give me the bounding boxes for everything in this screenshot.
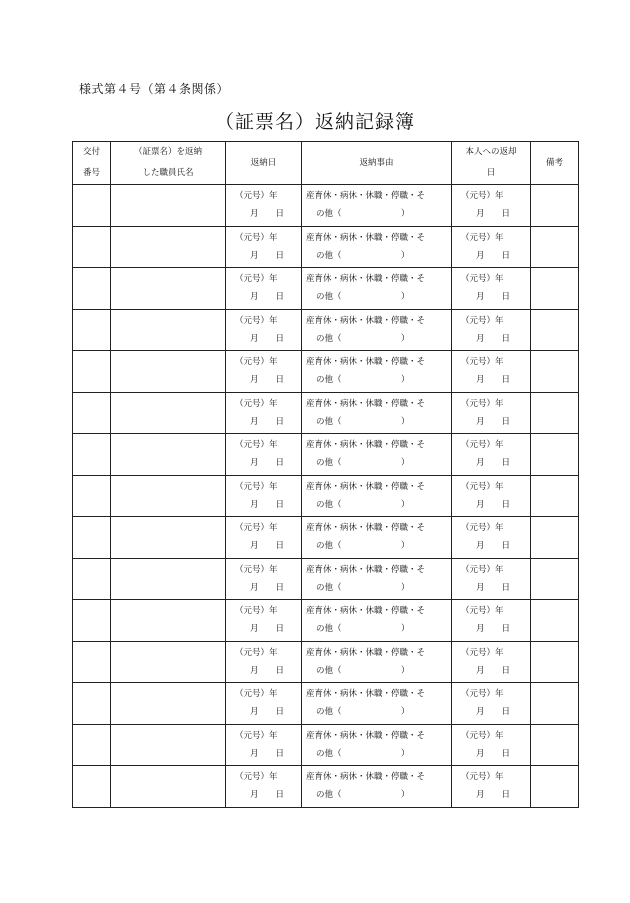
return-to-person-month-day: 月 日 bbox=[476, 665, 511, 676]
return-reason-options: 産育休・病休・休職・停職・そ bbox=[306, 564, 426, 575]
cell-returned-staff[interactable] bbox=[111, 268, 226, 310]
cell-returned-staff[interactable] bbox=[111, 600, 226, 642]
return-reason-options: 産育休・病休・休職・停職・そ bbox=[306, 647, 426, 658]
return-to-person-era-year: （元号）年 bbox=[461, 232, 504, 243]
table-row bbox=[73, 351, 579, 393]
header-return-to-person-date bbox=[452, 142, 531, 185]
cell-returned-staff[interactable] bbox=[111, 517, 226, 559]
header-returned-staff-line-1: （証票名）を返納 bbox=[133, 147, 202, 157]
return-to-person-era-year: （元号）年 bbox=[461, 440, 504, 451]
return-date-month-day: 月 日 bbox=[250, 375, 285, 386]
header-return-reason: 返納事由 bbox=[302, 142, 452, 185]
return-reason-options: 産育休・病休・休職・停職・そ bbox=[306, 191, 426, 202]
return-reason-other: の他（ ） bbox=[316, 375, 410, 386]
return-reason-options: 産育休・病休・休職・停職・そ bbox=[306, 274, 426, 285]
form-number: 様式第４号（第４条関係） bbox=[79, 82, 230, 96]
cell-return-to-person-date bbox=[452, 268, 531, 310]
cell-remarks[interactable] bbox=[531, 185, 579, 227]
cell-delivery-number[interactable] bbox=[73, 434, 111, 476]
cell-remarks[interactable] bbox=[531, 268, 579, 310]
cell-return-reason bbox=[302, 517, 452, 559]
table-row bbox=[73, 268, 579, 310]
return-to-person-era-year: （元号）年 bbox=[461, 481, 504, 492]
return-date-era-year: （元号）年 bbox=[235, 772, 278, 783]
cell-returned-staff[interactable] bbox=[111, 434, 226, 476]
cell-delivery-number[interactable] bbox=[73, 475, 111, 517]
return-reason-options: 産育休・病休・休職・停職・そ bbox=[306, 523, 426, 534]
return-to-person-era-year: （元号）年 bbox=[461, 689, 504, 700]
return-date-month-day: 月 日 bbox=[250, 790, 285, 801]
return-reason-other: の他（ ） bbox=[316, 499, 410, 510]
return-to-person-era-year: （元号）年 bbox=[461, 398, 504, 409]
cell-return-to-person-date bbox=[452, 309, 531, 351]
cell-return-date bbox=[226, 185, 302, 227]
cell-delivery-number[interactable] bbox=[73, 309, 111, 351]
return-reason-options: 産育休・病休・休職・停職・そ bbox=[306, 232, 426, 243]
header-delivery-number-line-2: 番号 bbox=[82, 168, 100, 178]
return-to-person-month-day: 月 日 bbox=[476, 541, 511, 552]
cell-remarks[interactable] bbox=[531, 683, 579, 725]
return-date-month-day: 月 日 bbox=[250, 209, 285, 220]
table-row bbox=[73, 558, 579, 600]
return-reason-options: 産育休・病休・休職・停職・そ bbox=[306, 772, 426, 783]
cell-delivery-number[interactable] bbox=[73, 558, 111, 600]
cell-return-reason bbox=[302, 766, 452, 808]
table-row bbox=[73, 226, 579, 268]
cell-return-date bbox=[226, 351, 302, 393]
return-reason-other: の他（ ） bbox=[316, 416, 410, 427]
cell-return-date bbox=[226, 600, 302, 642]
return-reason-other: の他（ ） bbox=[316, 624, 410, 635]
cell-return-date bbox=[226, 475, 302, 517]
return-reason-options: 産育休・病休・休職・停職・そ bbox=[306, 730, 426, 741]
return-to-person-era-year: （元号）年 bbox=[461, 730, 504, 741]
table-row bbox=[73, 641, 579, 683]
cell-return-to-person-date bbox=[452, 683, 531, 725]
cell-return-date bbox=[226, 392, 302, 434]
return-reason-options: 産育休・病休・休職・停職・そ bbox=[306, 315, 426, 326]
return-to-person-month-day: 月 日 bbox=[476, 790, 511, 801]
cell-remarks[interactable] bbox=[531, 558, 579, 600]
cell-return-reason bbox=[302, 641, 452, 683]
cell-remarks[interactable] bbox=[531, 309, 579, 351]
return-date-era-year: （元号）年 bbox=[235, 440, 278, 451]
cell-delivery-number[interactable] bbox=[73, 268, 111, 310]
return-to-person-month-day: 月 日 bbox=[476, 748, 511, 759]
cell-return-to-person-date bbox=[452, 351, 531, 393]
header-returned-staff-line-2: した職員氏名 bbox=[142, 168, 194, 178]
return-reason-options: 産育休・病休・休職・停職・そ bbox=[306, 481, 426, 492]
return-date-era-year: （元号）年 bbox=[235, 398, 278, 409]
return-date-month-day: 月 日 bbox=[250, 541, 285, 552]
cell-return-reason bbox=[302, 309, 452, 351]
return-to-person-month-day: 月 日 bbox=[476, 292, 511, 303]
return-date-month-day: 月 日 bbox=[250, 292, 285, 303]
return-reason-other: の他（ ） bbox=[316, 333, 410, 344]
return-to-person-era-year: （元号）年 bbox=[461, 191, 504, 202]
return-to-person-month-day: 月 日 bbox=[476, 375, 511, 386]
return-to-person-month-day: 月 日 bbox=[476, 582, 511, 593]
cell-remarks[interactable] bbox=[531, 641, 579, 683]
return-to-person-month-day: 月 日 bbox=[476, 707, 511, 718]
return-to-person-era-year: （元号）年 bbox=[461, 315, 504, 326]
return-to-person-era-year: （元号）年 bbox=[461, 772, 504, 783]
cell-returned-staff[interactable] bbox=[111, 724, 226, 766]
cell-remarks[interactable] bbox=[531, 475, 579, 517]
return-date-month-day: 月 日 bbox=[250, 499, 285, 510]
cell-return-date bbox=[226, 309, 302, 351]
return-reason-options: 産育休・病休・休職・停職・そ bbox=[306, 357, 426, 368]
table-row bbox=[73, 724, 579, 766]
cell-return-to-person-date bbox=[452, 641, 531, 683]
cell-remarks[interactable] bbox=[531, 766, 579, 808]
return-to-person-era-year: （元号）年 bbox=[461, 564, 504, 575]
return-to-person-era-year: （元号）年 bbox=[461, 523, 504, 534]
table-row bbox=[73, 309, 579, 351]
cell-return-date bbox=[226, 517, 302, 559]
cell-remarks[interactable] bbox=[531, 517, 579, 559]
cell-delivery-number[interactable] bbox=[73, 600, 111, 642]
cell-return-date bbox=[226, 766, 302, 808]
return-reason-other: の他（ ） bbox=[316, 790, 410, 801]
return-reason-options: 産育休・病休・休職・停職・そ bbox=[306, 606, 426, 617]
cell-return-date bbox=[226, 641, 302, 683]
cell-return-reason bbox=[302, 475, 452, 517]
cell-return-reason bbox=[302, 185, 452, 227]
cell-remarks[interactable] bbox=[531, 226, 579, 268]
cell-return-to-person-date bbox=[452, 392, 531, 434]
cell-delivery-number[interactable] bbox=[73, 226, 111, 268]
return-to-person-month-day: 月 日 bbox=[476, 624, 511, 635]
cell-returned-staff[interactable] bbox=[111, 309, 226, 351]
table-row bbox=[73, 392, 579, 434]
return-date-era-year: （元号）年 bbox=[235, 606, 278, 617]
cell-returned-staff[interactable] bbox=[111, 226, 226, 268]
return-date-month-day: 月 日 bbox=[250, 748, 285, 759]
cell-return-date bbox=[226, 724, 302, 766]
table-body bbox=[73, 185, 579, 808]
table-row bbox=[73, 600, 579, 642]
cell-return-date bbox=[226, 683, 302, 725]
return-to-person-era-year: （元号）年 bbox=[461, 647, 504, 658]
return-date-era-year: （元号）年 bbox=[235, 232, 278, 243]
return-reason-other: の他（ ） bbox=[316, 541, 410, 552]
cell-returned-staff[interactable] bbox=[111, 185, 226, 227]
cell-return-reason bbox=[302, 724, 452, 766]
header-remarks: 備考 bbox=[531, 142, 579, 185]
cell-delivery-number[interactable] bbox=[73, 185, 111, 227]
cell-delivery-number[interactable] bbox=[73, 683, 111, 725]
cell-return-to-person-date bbox=[452, 185, 531, 227]
cell-returned-staff[interactable] bbox=[111, 641, 226, 683]
return-date-month-day: 月 日 bbox=[250, 458, 285, 469]
cell-delivery-number[interactable] bbox=[73, 392, 111, 434]
return-to-person-month-day: 月 日 bbox=[476, 209, 511, 220]
return-date-month-day: 月 日 bbox=[250, 250, 285, 261]
return-reason-other: の他（ ） bbox=[316, 209, 410, 220]
cell-return-date bbox=[226, 434, 302, 476]
table-row bbox=[73, 766, 579, 808]
header-return-date: 返納日 bbox=[226, 142, 302, 185]
return-to-person-month-day: 月 日 bbox=[476, 499, 511, 510]
cell-return-to-person-date bbox=[452, 766, 531, 808]
cell-delivery-number[interactable] bbox=[73, 641, 111, 683]
return-date-era-year: （元号）年 bbox=[235, 647, 278, 658]
cell-returned-staff[interactable] bbox=[111, 351, 226, 393]
return-date-month-day: 月 日 bbox=[250, 333, 285, 344]
return-date-month-day: 月 日 bbox=[250, 707, 285, 718]
cell-return-date bbox=[226, 268, 302, 310]
cell-return-reason bbox=[302, 392, 452, 434]
return-date-month-day: 月 日 bbox=[250, 624, 285, 635]
cell-return-reason bbox=[302, 226, 452, 268]
cell-return-to-person-date bbox=[452, 226, 531, 268]
return-to-person-month-day: 月 日 bbox=[476, 250, 511, 261]
return-reason-other: の他（ ） bbox=[316, 250, 410, 261]
return-reason-other: の他（ ） bbox=[316, 748, 410, 759]
return-to-person-month-day: 月 日 bbox=[476, 333, 511, 344]
table-row bbox=[73, 434, 579, 476]
cell-return-to-person-date bbox=[452, 558, 531, 600]
return-reason-other: の他（ ） bbox=[316, 707, 410, 718]
header-return-to-person-line-2: 日 bbox=[486, 168, 496, 178]
return-date-era-year: （元号）年 bbox=[235, 730, 278, 741]
cell-remarks[interactable] bbox=[531, 724, 579, 766]
header-return-to-person-line-1: 本人への返却 bbox=[465, 147, 517, 157]
cell-returned-staff[interactable] bbox=[111, 392, 226, 434]
return-date-era-year: （元号）年 bbox=[235, 315, 278, 326]
table-row bbox=[73, 517, 579, 559]
cell-returned-staff[interactable] bbox=[111, 475, 226, 517]
return-date-era-year: （元号）年 bbox=[235, 689, 278, 700]
return-reason-other: の他（ ） bbox=[316, 458, 410, 469]
table-row bbox=[73, 683, 579, 725]
return-date-era-year: （元号）年 bbox=[235, 274, 278, 285]
cell-return-to-person-date bbox=[452, 475, 531, 517]
return-date-month-day: 月 日 bbox=[250, 665, 285, 676]
table-row bbox=[73, 475, 579, 517]
return-to-person-era-year: （元号）年 bbox=[461, 357, 504, 368]
cell-return-to-person-date bbox=[452, 724, 531, 766]
cell-return-reason bbox=[302, 683, 452, 725]
header-delivery-number bbox=[73, 142, 111, 185]
document-title: （証票名）返納記録簿 bbox=[214, 111, 415, 133]
return-date-era-year: （元号）年 bbox=[235, 564, 278, 575]
return-date-month-day: 月 日 bbox=[250, 582, 285, 593]
return-reason-options: 産育休・病休・休職・停職・そ bbox=[306, 440, 426, 451]
header-delivery-number-line-1: 交付 bbox=[82, 147, 100, 157]
cell-returned-staff[interactable] bbox=[111, 683, 226, 725]
cell-return-to-person-date bbox=[452, 600, 531, 642]
return-reason-options: 産育休・病休・休職・停職・そ bbox=[306, 689, 426, 700]
cell-returned-staff[interactable] bbox=[111, 558, 226, 600]
cell-delivery-number[interactable] bbox=[73, 517, 111, 559]
return-date-era-year: （元号）年 bbox=[235, 523, 278, 534]
cell-delivery-number[interactable] bbox=[73, 766, 111, 808]
return-to-person-month-day: 月 日 bbox=[476, 416, 511, 427]
return-to-person-era-year: （元号）年 bbox=[461, 606, 504, 617]
cell-return-reason bbox=[302, 434, 452, 476]
cell-return-to-person-date bbox=[452, 434, 531, 476]
cell-remarks[interactable] bbox=[531, 351, 579, 393]
cell-remarks[interactable] bbox=[531, 600, 579, 642]
return-to-person-month-day: 月 日 bbox=[476, 458, 511, 469]
return-date-era-year: （元号）年 bbox=[235, 191, 278, 202]
table-header-row bbox=[73, 142, 579, 185]
header-returned-staff bbox=[111, 142, 226, 185]
cell-return-reason bbox=[302, 351, 452, 393]
table-row bbox=[73, 185, 579, 227]
cell-remarks[interactable] bbox=[531, 434, 579, 476]
cell-delivery-number[interactable] bbox=[73, 724, 111, 766]
cell-return-to-person-date bbox=[452, 517, 531, 559]
return-date-era-year: （元号）年 bbox=[235, 481, 278, 492]
cell-returned-staff[interactable] bbox=[111, 766, 226, 808]
return-to-person-era-year: （元号）年 bbox=[461, 274, 504, 285]
return-reason-other: の他（ ） bbox=[316, 582, 410, 593]
return-reason-other: の他（ ） bbox=[316, 292, 410, 303]
cell-return-reason bbox=[302, 268, 452, 310]
cell-return-date bbox=[226, 558, 302, 600]
return-reason-options: 産育休・病休・休職・停職・そ bbox=[306, 398, 426, 409]
cell-return-reason bbox=[302, 600, 452, 642]
return-date-era-year: （元号）年 bbox=[235, 357, 278, 368]
cell-return-reason bbox=[302, 558, 452, 600]
return-date-month-day: 月 日 bbox=[250, 416, 285, 427]
cell-return-date bbox=[226, 226, 302, 268]
cell-delivery-number[interactable] bbox=[73, 351, 111, 393]
cell-remarks[interactable] bbox=[531, 392, 579, 434]
return-record-table bbox=[72, 141, 579, 808]
return-reason-other: の他（ ） bbox=[316, 665, 410, 676]
